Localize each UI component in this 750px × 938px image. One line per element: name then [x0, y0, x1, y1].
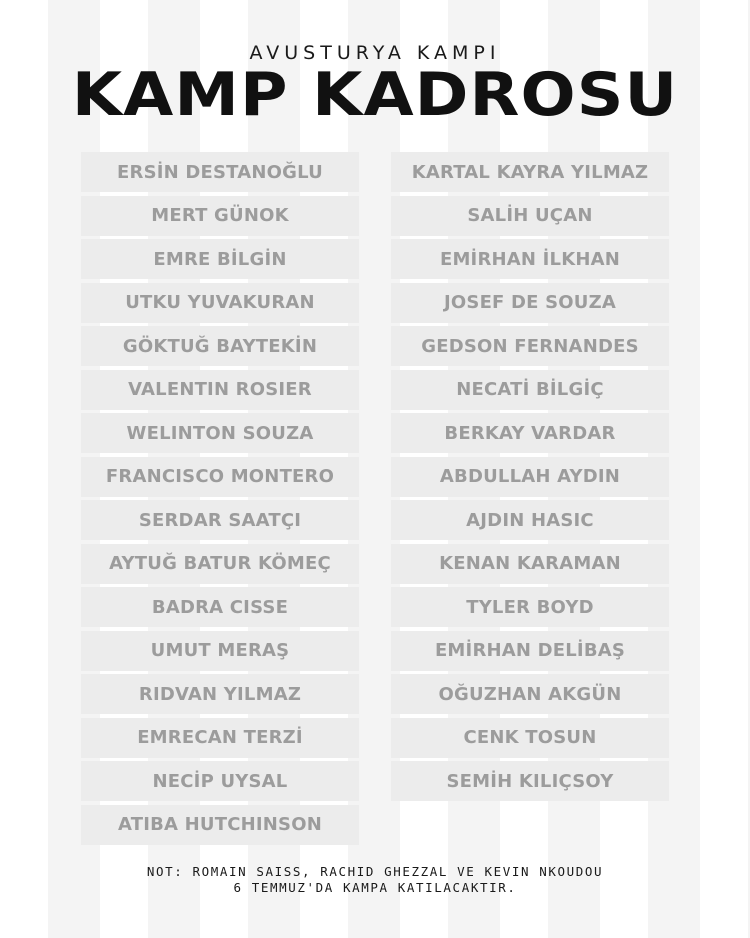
- player-name: MERT GÜNOK: [81, 196, 359, 236]
- poster-title: KAMP KADROSU: [71, 60, 679, 130]
- player-name: UMUT MERAŞ: [81, 631, 359, 671]
- player-name: EMRECAN TERZİ: [81, 718, 359, 758]
- player-name: GÖKTUĞ BAYTEKİN: [81, 326, 359, 366]
- player-name: NECİP UYSAL: [81, 761, 359, 801]
- player-name: ERSİN DESTANOĞLU: [81, 152, 359, 192]
- player-name: SEMİH KILIÇSOY: [391, 761, 669, 801]
- player-name: BERKAY VARDAR: [391, 413, 669, 453]
- player-name: AJDIN HASIC: [391, 500, 669, 540]
- player-name: RIDVAN YILMAZ: [81, 674, 359, 714]
- player-name: KARTAL KAYRA YILMAZ: [391, 152, 669, 192]
- player-name: UTKU YUVAKURAN: [81, 283, 359, 323]
- player-name: EMİRHAN DELİBAŞ: [391, 631, 669, 671]
- player-name: NECATİ BİLGİÇ: [391, 370, 669, 410]
- squad-column-left: [81, 152, 359, 848]
- player-name: JOSEF DE SOUZA: [391, 283, 669, 323]
- camp-subtitle: AVUSTURYA KAMPI: [249, 42, 501, 64]
- player-name: BADRA CISSE: [81, 587, 359, 627]
- squad-column-right: [391, 152, 669, 805]
- player-name: KENAN KARAMAN: [391, 544, 669, 584]
- player-name: ABDULLAH AYDIN: [391, 457, 669, 497]
- player-name: EMRE BİLGİN: [81, 239, 359, 279]
- player-name: CENK TOSUN: [391, 718, 669, 758]
- note-line-1: NOT: ROMAIN SAISS, RACHID GHEZZAL VE KEVIN NKOUDOU: [146, 864, 604, 879]
- player-name: GEDSON FERNANDES: [391, 326, 669, 366]
- player-name: FRANCISCO MONTERO: [81, 457, 359, 497]
- player-name: EMİRHAN İLKHAN: [391, 239, 669, 279]
- player-name: TYLER BOYD: [391, 587, 669, 627]
- player-name: SERDAR SAATÇI: [81, 500, 359, 540]
- player-name: OĞUZHAN AKGÜN: [391, 674, 669, 714]
- player-name: VALENTIN ROSIER: [81, 370, 359, 410]
- player-name: WELINTON SOUZA: [81, 413, 359, 453]
- player-name: ATIBA HUTCHINSON: [81, 805, 359, 845]
- player-name: AYTUĞ BATUR KÖMEÇ: [81, 544, 359, 584]
- note-text: [0, 864, 750, 896]
- note-line-2: 6 TEMMUZ'DA KAMPA KATILACAKTIR.: [233, 880, 517, 895]
- player-name: SALİH UÇAN: [391, 196, 669, 236]
